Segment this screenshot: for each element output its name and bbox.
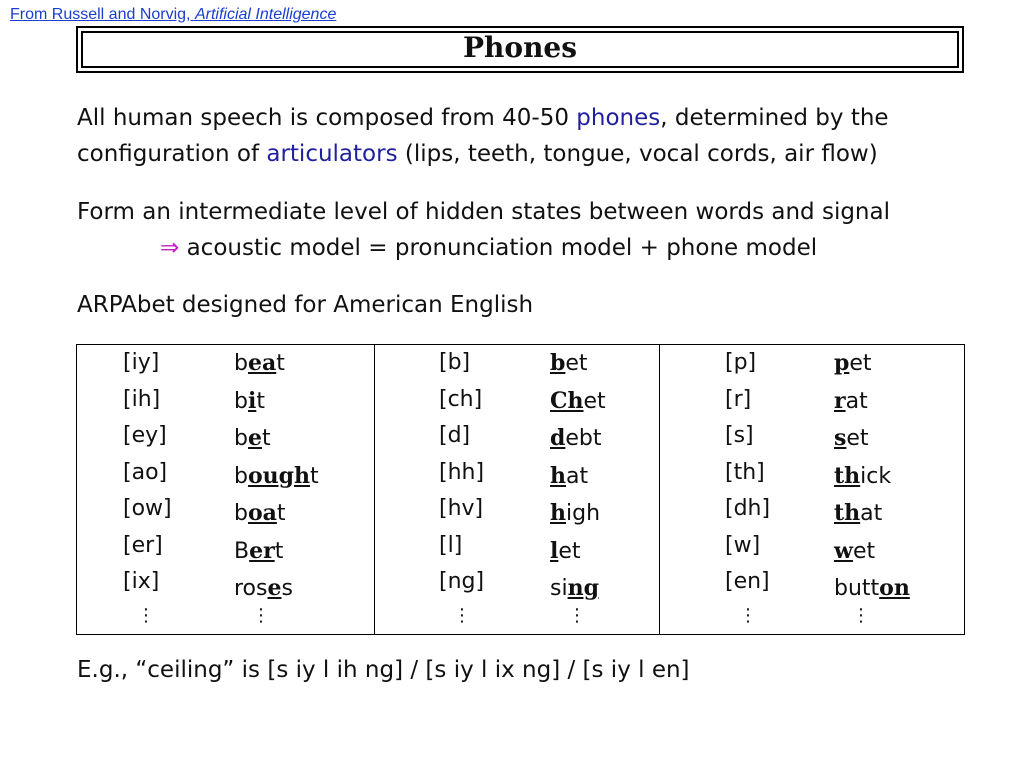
phone-highlight: ough [247,462,311,489]
implies-arrow-icon: ⇒ [160,235,180,261]
word-prefix: si [550,576,568,601]
intro-text-2: , determined by the [660,105,889,131]
example-word [550,458,606,496]
word-suffix: et [852,538,876,564]
phone-highlight: e [247,425,262,451]
example-word [550,533,606,571]
phone-symbol: [ow] [123,496,172,521]
ellipsis-icon: ⋮ [252,605,270,626]
example-word-column [234,345,319,608]
credit-prefix: From Russell and Norvig, [10,6,195,23]
phone-symbol: [d] [439,423,471,448]
example-word [234,533,319,571]
phone-highlight: th [834,500,861,526]
example-word [550,420,606,458]
word-suffix: t [274,538,284,564]
phone-symbol: [w] [725,532,761,558]
intro-text-4: (lips, teeth, tongue, vocal cords, air flow) [397,141,878,167]
phone-highlight: l [550,537,559,564]
column-divider [659,345,660,634]
phone-highlight: b [550,350,566,376]
example-word [234,345,319,383]
term-phones: phones [576,105,661,131]
phone-symbol: [hh] [439,459,485,485]
example-word [834,570,910,608]
example-line: E.g., “ceiling” is [s iy l ih ng] / [s iy l ix ng] / [s iy l en] [77,657,690,683]
example-word [550,383,606,421]
ellipsis-icon: ⋮ [852,605,870,626]
phone-highlight: er [249,537,275,564]
intro-line-2 [77,136,889,172]
word-prefix: b [234,351,248,376]
phone-symbol: [ix] [123,569,160,594]
intro-line-1 [77,100,889,136]
phone-highlight: oa [247,500,277,526]
example-word [834,345,910,383]
example-word [234,495,319,533]
phone-highlight: r [834,387,846,414]
word-suffix: et [558,538,581,564]
word-suffix: t [276,501,286,526]
phone-highlight: h [550,462,566,489]
word-prefix: butt [834,576,880,601]
word-suffix: et [846,426,869,451]
phone-highlight: h [550,500,566,526]
phone-symbol: [dh] [725,496,771,521]
example-word [834,495,910,533]
phone-symbol: [ch] [439,386,483,412]
word-prefix: ros [234,576,268,601]
example-word [834,383,910,421]
example-word [234,383,319,421]
title-box [76,26,964,73]
phone-symbol: [s] [725,423,754,448]
example-word [234,570,319,608]
phone-symbol: [p] [725,350,757,375]
arpabet-table [76,344,965,635]
word-suffix: igh [566,501,601,526]
example-word [834,533,910,571]
phone-symbol: [b] [439,350,471,375]
example-word [834,420,910,458]
example-word [234,458,319,496]
word-prefix: b [234,388,248,414]
phone-highlight: Ch [550,387,584,414]
example-word-column [834,345,910,608]
arpabet-heading: ARPAbet designed for American English [77,292,534,318]
example-word [550,345,606,383]
phone-symbol: [er] [123,532,163,558]
word-suffix: et [565,351,588,376]
word-suffix: et [849,351,872,376]
phone-highlight: w [834,537,853,564]
phone-column [439,345,484,601]
phone-highlight: e [267,575,282,601]
phone-symbol: [ih] [123,386,161,412]
ellipsis-icon: ⋮ [739,605,757,626]
phone-symbol: [hv] [439,496,484,521]
model-equation: acoustic model = pronunciation model + phone model [179,235,818,261]
slide-title: Phones [462,31,578,64]
word-prefix: b [234,501,248,526]
word-prefix: b [234,426,248,451]
word-suffix: at [860,501,883,526]
phone-highlight: s [834,425,847,451]
phone-symbol: [ng] [439,569,485,594]
phone-symbol: [th] [725,459,765,485]
word-suffix: t [261,426,271,451]
phone-symbol: [ao] [123,459,168,485]
word-suffix: ebt [565,426,602,451]
ellipsis-icon: ⋮ [568,605,586,626]
example-word-column [550,345,606,608]
word-suffix: t [310,463,319,489]
phone-highlight: th [834,462,861,489]
intro-text-1: All human speech is composed from 40-50 [77,105,577,131]
phone-highlight: ng [567,575,599,601]
intro-paragraph [77,100,889,172]
phone-column [725,345,770,601]
word-suffix: t [276,351,285,376]
phone-highlight: ea [247,350,277,376]
phone-symbol: [r] [725,386,752,412]
ellipsis-icon: ⋮ [137,605,155,626]
example-word [550,570,606,608]
example-word [234,420,319,458]
word-prefix: B [234,538,250,564]
word-prefix: b [234,463,248,489]
phone-highlight: i [247,387,257,414]
phone-highlight: on [879,575,910,601]
phone-symbol: [l] [439,532,463,558]
source-credit [10,6,336,24]
ellipsis-icon: ⋮ [453,605,471,626]
model-line-2 [77,230,890,266]
phone-column [123,345,172,601]
phone-symbol: [en] [725,569,770,594]
model-line-1: Form an intermediate level of hidden states between words and signal [77,199,890,225]
word-suffix: at [845,388,868,414]
word-suffix: ick [860,463,892,489]
word-suffix: at [566,463,589,489]
phone-symbol: [ey] [123,423,167,448]
phone-symbol: [iy] [123,350,160,375]
word-suffix: s [281,576,293,601]
term-articulators: articulators [266,141,398,167]
model-paragraph [77,194,890,266]
intro-text-3: configuration of [77,141,267,167]
word-suffix: t [256,388,265,414]
word-suffix: et [583,388,606,414]
example-word [834,458,910,496]
phone-highlight: p [834,350,850,376]
example-word [550,495,606,533]
credit-book: Artificial Intelligence [194,6,337,23]
column-divider [374,345,375,634]
phone-highlight: d [550,425,566,451]
